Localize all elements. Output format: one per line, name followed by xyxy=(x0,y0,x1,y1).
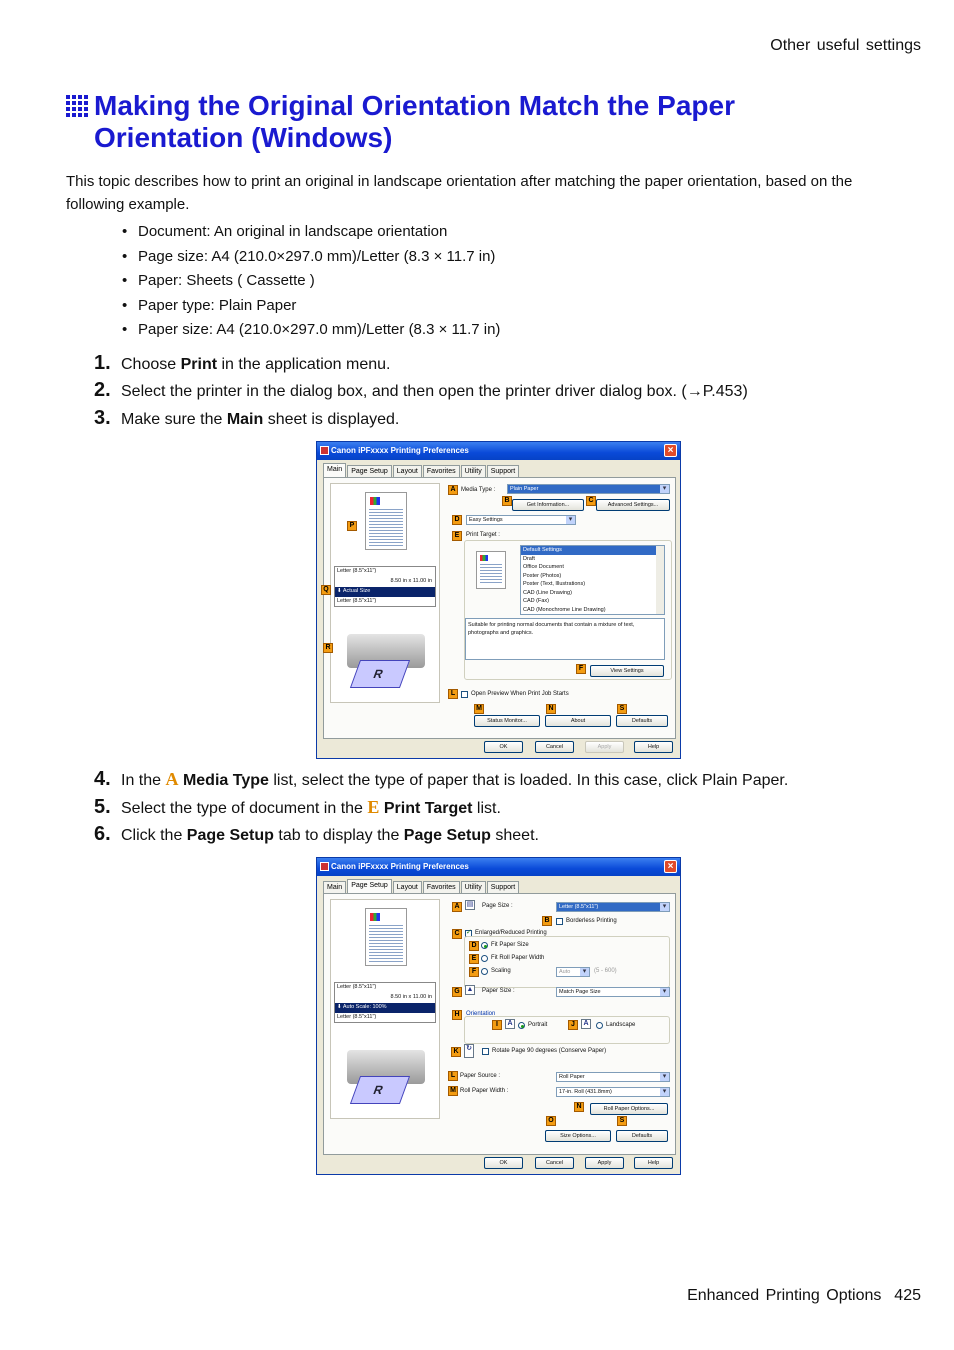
paper-size-select[interactable]: Match Page Size ▾ xyxy=(556,987,670,997)
settings-preview xyxy=(330,899,440,1119)
list-item[interactable]: Poster (Photos) xyxy=(523,572,562,579)
step-3: 3. Make sure the Main sheet is displayed. xyxy=(94,407,400,429)
callout-s: S xyxy=(617,704,627,714)
size-options-button[interactable]: Size Options... xyxy=(545,1130,611,1142)
open-preview-label: Open Preview When Print Job Starts xyxy=(471,691,569,697)
callout-e: E xyxy=(452,531,462,541)
status-monitor-button[interactable]: Status Monitor... xyxy=(474,715,540,727)
step-1: 1. Choose Print in the application menu. xyxy=(94,352,391,374)
callout-b: B xyxy=(502,496,512,506)
step-2: 2. Select the printer in the dialog box, and then open the printer driver dialog box. (→P.453) xyxy=(94,379,748,401)
callout-o: O xyxy=(546,1116,556,1126)
callout-m: M xyxy=(474,704,484,714)
fit-paper-size-radio[interactable] xyxy=(481,942,488,949)
document-thumbnail xyxy=(476,551,506,589)
callout-e: E xyxy=(469,954,479,964)
page-setup-sheet xyxy=(323,893,676,1155)
close-button[interactable]: × xyxy=(664,444,677,457)
help-button[interactable]: Help xyxy=(634,1157,673,1169)
tab-favorites[interactable]: Favorites xyxy=(423,465,460,477)
callout-j: J xyxy=(568,1020,578,1030)
dialog-title-bar xyxy=(317,858,680,876)
rotate-page-checkbox[interactable] xyxy=(482,1048,489,1055)
landscape-radio[interactable] xyxy=(596,1022,603,1029)
list-item[interactable]: CAD (Fax) xyxy=(523,598,549,604)
running-footer xyxy=(687,1287,921,1305)
callout-p: P xyxy=(347,521,357,531)
ok-button[interactable]: OK xyxy=(484,741,523,753)
landscape-icon: A xyxy=(581,1019,591,1029)
page-number: 425 xyxy=(894,1287,921,1304)
rotate-page-label: Rotate Page 90 degrees (Conserve Paper) xyxy=(492,1048,607,1054)
tab-support[interactable]: Support xyxy=(487,881,520,893)
fit-roll-width-radio[interactable] xyxy=(481,955,488,962)
portrait-radio[interactable] xyxy=(518,1022,525,1029)
list-item[interactable]: Poster (Text, Illustrations) xyxy=(523,581,586,587)
tab-support[interactable]: Support xyxy=(487,465,520,477)
fit-roll-width-label: Fit Roll Paper Width xyxy=(491,955,545,961)
intro-paragraph: This topic describes how to print an original in landscape orientation after matching the paper orientation, based on the following example. xyxy=(66,173,853,213)
help-button[interactable]: Help xyxy=(634,741,673,753)
orientation-label: Orientation xyxy=(466,1011,496,1017)
defaults-button[interactable]: Defaults xyxy=(616,1130,668,1142)
page-size-select[interactable]: Letter (8.5"x11") ▾ xyxy=(556,902,670,912)
open-preview-checkbox[interactable] xyxy=(461,691,468,698)
callout-r: R xyxy=(323,643,333,653)
ok-button[interactable]: OK xyxy=(484,1157,523,1169)
tab-favorites[interactable]: Favorites xyxy=(423,881,460,893)
tab-utility[interactable]: Utility xyxy=(461,881,486,893)
tab-page-setup[interactable]: Page Setup xyxy=(347,879,392,893)
callout-i: I xyxy=(492,1020,502,1030)
callout-q: Q xyxy=(321,585,331,595)
callout-f: F xyxy=(469,967,479,977)
printer-illustration: R xyxy=(343,1040,433,1110)
tab-page-setup[interactable]: Page Setup xyxy=(347,465,392,477)
roll-paper-options-button[interactable]: Roll Paper Options... xyxy=(590,1103,668,1115)
paper-size-label: Paper Size : xyxy=(482,988,515,994)
arrow-down-icon: ⬇ xyxy=(337,1004,343,1010)
paper-icon: ▲ xyxy=(466,986,474,993)
tab-layout[interactable]: Layout xyxy=(393,465,422,477)
roll-width-select[interactable]: 17-in. Roll (431.8mm) ▾ xyxy=(556,1087,670,1097)
portrait-label: Portrait xyxy=(528,1022,548,1028)
list-item: • Page size: A4 (210.0×297.0 mm)/Letter (8.3 × 11.7 in) xyxy=(122,245,500,270)
dialog-title: Canon iPFxxxx Printing Preferences xyxy=(331,446,469,455)
page-preview xyxy=(365,492,407,550)
callout-n: N xyxy=(546,704,556,714)
footer-section: Enhanced Printing Options xyxy=(687,1287,882,1304)
enlarged-reduced-label: Enlarged/Reduced Printing xyxy=(475,930,547,936)
borderless-label: Borderless Printing xyxy=(566,918,617,924)
grid-icon xyxy=(66,95,88,117)
list-item: • Paper: Sheets ( Cassette ) xyxy=(122,269,500,294)
scrollbar[interactable] xyxy=(656,546,664,614)
printer-illustration: R xyxy=(343,624,433,694)
portrait-icon: A xyxy=(505,1019,515,1029)
printing-preferences-dialog-main xyxy=(316,441,681,759)
tab-layout[interactable]: Layout xyxy=(393,881,422,893)
step-4: 4. In the A Media Type list, select the type of paper that is loaded. In this case, click Plain Paper. xyxy=(94,768,789,790)
callout-b: B xyxy=(542,916,552,926)
callout-s: S xyxy=(617,1116,627,1126)
step-5: 5. Select the type of document in the E Print Target list. xyxy=(94,796,501,818)
scaling-spinner[interactable]: Auto ▾ xyxy=(556,967,590,977)
list-item[interactable]: Draft xyxy=(523,555,535,562)
running-header: Other useful settings xyxy=(770,37,921,54)
cancel-button[interactable]: Cancel xyxy=(535,1157,574,1169)
tab-main[interactable]: Main xyxy=(323,463,346,477)
callout-l: L xyxy=(448,689,458,699)
list-item: • Paper size: A4 (210.0×297.0 mm)/Letter (8.3 × 11.7 in) xyxy=(122,318,500,343)
borderless-checkbox[interactable] xyxy=(556,918,563,925)
about-button[interactable]: About xyxy=(545,715,611,727)
tab-main[interactable]: Main xyxy=(323,881,346,893)
callout-f: F xyxy=(576,664,586,674)
cancel-button[interactable]: Cancel xyxy=(535,741,574,753)
defaults-button[interactable]: Defaults xyxy=(616,715,668,727)
advanced-settings-button[interactable]: Advanced Settings... xyxy=(596,499,670,511)
view-settings-button[interactable]: View Settings xyxy=(590,665,664,677)
callout-d: D xyxy=(452,515,462,525)
page-preview xyxy=(365,908,407,966)
callout-a: A xyxy=(448,485,458,495)
list-item[interactable]: CAD (Line Drawing) xyxy=(523,589,572,596)
callout-h: H xyxy=(452,1010,462,1020)
callout-l: L xyxy=(448,1071,458,1081)
media-type-label: Media Type : xyxy=(461,487,496,493)
printer-app-icon xyxy=(320,862,329,871)
printer-app-icon xyxy=(320,446,329,455)
main-sheet xyxy=(323,477,676,739)
callout-d: D xyxy=(469,941,479,951)
printing-preferences-dialog-page-setup xyxy=(316,857,681,1175)
example-list xyxy=(122,220,500,343)
arrow-down-icon: ⬇ xyxy=(337,588,343,594)
size-info-box: Letter (8.5"x11") 8.50 in x 11.00 in ⬇ Actual Size Letter (8.5"x11") xyxy=(334,566,436,607)
get-information-button[interactable]: Get Information... xyxy=(512,499,584,511)
list-item: • Paper type: Plain Paper xyxy=(122,294,500,319)
callout-c: C xyxy=(586,496,596,506)
landscape-label: Landscape xyxy=(606,1022,636,1028)
media-type-select[interactable]: Plain Paper ▾ xyxy=(507,484,670,494)
page-icon: ▤ xyxy=(466,901,474,908)
tab-utility[interactable]: Utility xyxy=(461,465,486,477)
list-item[interactable]: CAD (Monochrome Line Drawing) xyxy=(523,606,606,613)
print-target-label: Print Target : xyxy=(466,532,500,538)
callout-g: G xyxy=(452,987,462,997)
list-item[interactable]: Office Document xyxy=(523,564,564,570)
apply-button[interactable]: Apply xyxy=(585,741,624,753)
settings-preview xyxy=(330,483,440,703)
rotate-icon: ↻ xyxy=(464,1044,474,1058)
close-button[interactable]: × xyxy=(664,860,677,873)
dialog-title: Canon iPFxxxx Printing Preferences xyxy=(331,862,469,871)
callout-c: C xyxy=(452,929,462,939)
callout-k: K xyxy=(451,1047,461,1057)
list-item[interactable]: Default Settings xyxy=(521,546,664,555)
callout-a: A xyxy=(452,902,462,912)
list-item: • Document: An original in landscape orientation xyxy=(122,220,500,245)
page-title: Making the Original Orientation Match the Paper Orientation (Windows) xyxy=(94,90,735,153)
roll-width-label: Roll Paper Width : xyxy=(460,1088,509,1094)
callout-n: N xyxy=(574,1102,584,1112)
page-size-label: Page Size : xyxy=(482,903,513,909)
print-target-list[interactable] xyxy=(520,545,665,615)
scaling-radio[interactable] xyxy=(481,968,488,975)
paper-source-select[interactable]: Roll Paper ▾ xyxy=(556,1072,670,1082)
fit-paper-size-label: Fit Paper Size xyxy=(491,942,529,948)
callout-m: M xyxy=(448,1086,458,1096)
scaling-label: Scaling xyxy=(491,968,511,974)
step-6: 6. Click the Page Setup tab to display the Page Setup sheet. xyxy=(94,823,539,845)
paper-source-label: Paper Source : xyxy=(460,1073,501,1079)
target-description: Suitable for printing normal documents that contain a mixture of text, photographs and graphics. xyxy=(465,618,665,660)
apply-button[interactable]: Apply xyxy=(585,1157,624,1169)
size-info-box: Letter (8.5"x11") 8.50 in x 11.00 in ⬇ Auto Scale: 100% Letter (8.5"x11") xyxy=(334,982,436,1023)
scaling-range: (5 - 600) xyxy=(594,968,617,974)
easy-settings-select[interactable]: Easy Settings ▾ xyxy=(466,515,576,525)
dialog-title-bar xyxy=(317,442,680,460)
